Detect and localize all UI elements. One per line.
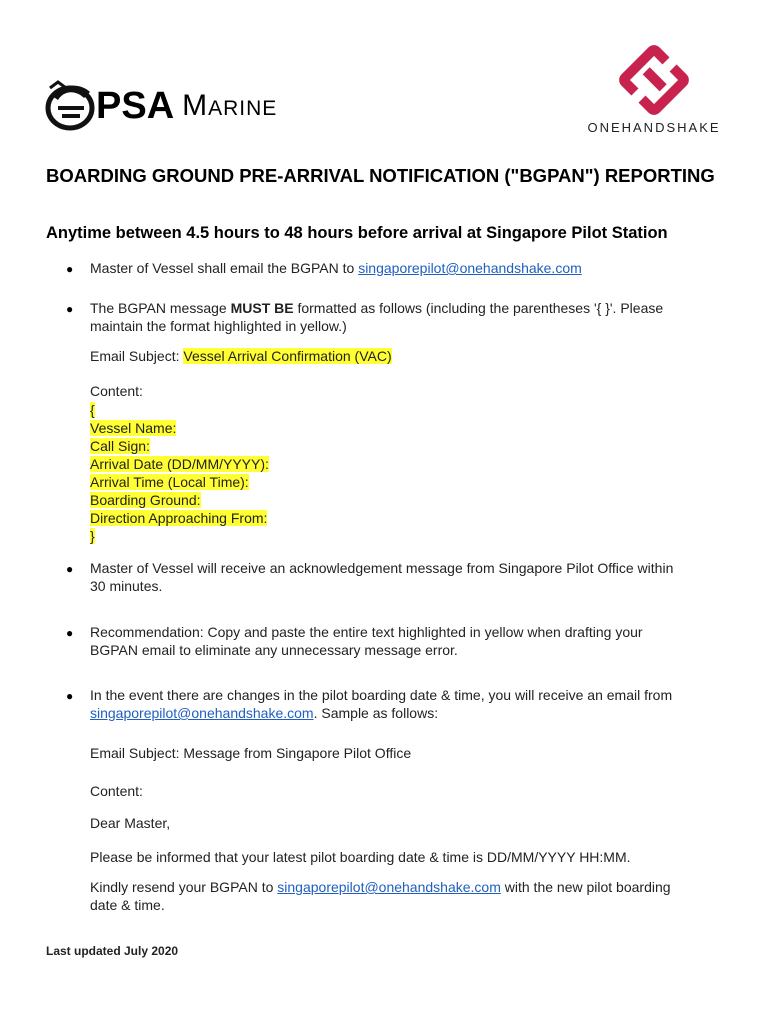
content-label: Content:: [90, 383, 143, 399]
email-link[interactable]: singaporepilot@onehandshake.com: [277, 879, 501, 895]
bullet-1-text: [90, 259, 582, 277]
bullet-icon: ●: [66, 302, 74, 316]
bullet-5-line-2-suffix: . Sample as follows:: [313, 705, 439, 721]
resend-line-2: date & time.: [90, 897, 165, 913]
onehandshake-wordmark: ONEHANDSHAKE: [587, 120, 721, 135]
sample-content-label: Content:: [90, 783, 143, 799]
resend-prefix: Kindly resend your BGPAN to: [90, 879, 278, 895]
bullet-3-line-1: Master of Vessel will receive an acknowledgement message from Singapore Pilot Office within: [90, 560, 674, 576]
psa-emblem-icon: [44, 78, 96, 134]
template-line: Arrival Time (Local Time):: [90, 474, 249, 490]
template-line: Vessel Name:: [90, 420, 177, 436]
template-line: Call Sign:: [90, 438, 150, 454]
template-line: }: [90, 528, 95, 544]
bullet-icon: ●: [66, 562, 74, 576]
sample-subject: Email Subject: Message from Singapore Pilot Office: [90, 745, 412, 761]
onehandshake-logo: [584, 44, 724, 140]
bullet-3-text: [90, 559, 750, 595]
bullet-icon: ●: [66, 626, 74, 640]
template-line: Direction Approaching From:: [90, 510, 268, 526]
template-line: {: [90, 402, 95, 418]
bullet-5-text: [90, 686, 760, 722]
document-title: BOARDING GROUND PRE-ARRIVAL NOTIFICATION ("BGPAN") REPORTING: [46, 165, 715, 186]
bullet-5-line-1: In the event there are changes in the pilot boarding date & time, you will receive an email from: [90, 687, 673, 703]
bullet-4-line-1: Recommendation: Copy and paste the entire text highlighted in yellow when drafting your: [90, 624, 643, 640]
bullet-4-text: [90, 623, 750, 659]
bullet-icon: ●: [66, 262, 74, 276]
bullet-2-part-b: formatted as follows (including the parentheses '{ }'. Please: [293, 300, 664, 316]
bullet-1-prefix: Master of Vessel shall email the BGPAN to: [90, 260, 359, 276]
email-link[interactable]: singaporepilot@onehandshake.com: [358, 260, 582, 276]
template-line: Arrival Date (DD/MM/YYYY):: [90, 456, 269, 472]
document-subtitle: Anytime between 4.5 hours to 48 hours before arrival at Singapore Pilot Station: [46, 224, 668, 242]
sample-greeting: Dear Master,: [90, 815, 171, 831]
must-be-emphasis: MUST BE: [230, 300, 294, 316]
template-line: Boarding Ground:: [90, 492, 201, 508]
marine-wordmark: Marine: [182, 89, 278, 122]
last-updated-footer: Last updated July 2020: [46, 944, 179, 958]
bullet-2-line-2: maintain the format highlighted in yellow.): [90, 318, 347, 334]
resend-suffix: with the new pilot boarding: [500, 879, 671, 895]
subject-label: Email Subject:: [90, 348, 184, 364]
bullet-2-part-a: The BGPAN message: [90, 300, 231, 316]
handshake-emblem-icon: [618, 44, 690, 116]
bullet-4-line-2: BGPAN email to eliminate any unnecessary message error.: [90, 642, 458, 658]
subject-value-highlight: Vessel Arrival Confirmation (VAC): [183, 348, 392, 364]
bullet-3-line-2: 30 minutes.: [90, 578, 163, 594]
subject-line: [90, 347, 392, 365]
content-template: [90, 401, 269, 545]
bullet-icon: ●: [66, 689, 74, 703]
sample-inform: Please be informed that your latest pilot boarding date & time is DD/MM/YYYY HH:MM.: [90, 849, 631, 865]
psa-wordmark: PSA: [96, 85, 175, 127]
sample-resend: [90, 878, 750, 914]
bullet-2-text: [90, 299, 740, 335]
email-link[interactable]: singaporepilot@onehandshake.com: [90, 705, 314, 721]
psa-marine-logo: [44, 76, 304, 136]
